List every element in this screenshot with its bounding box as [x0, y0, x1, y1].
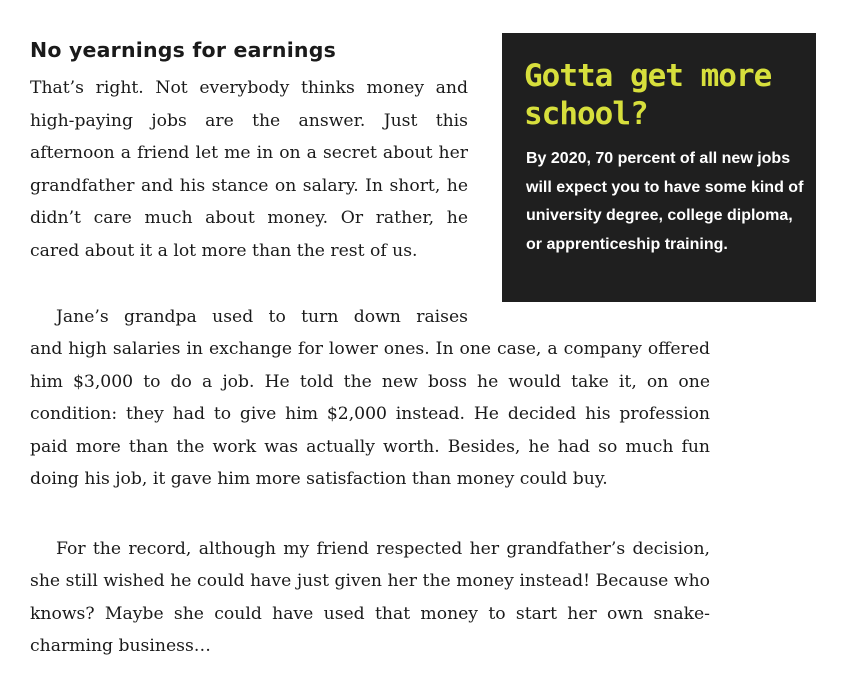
paragraph-2-first-line: Jane’s grandpa used to turn down raises: [56, 307, 468, 327]
paragraph-1: That’s right. Not everybody thinks money and high-paying jobs are the answer. Just this afternoon a friend let me in on a secret about her grandfather and his stance on salary. In short, he didn’t care much about money. Or rather, he cared about it a lot more than the rest of us.: [30, 78, 468, 261]
paragraph-2-body: and high salaries in exchange for lower ones. In one case, a company offered him $3,000 to do a job. He told the new boss he would take it, on one condition: they had to give him $2,000 instead. He decided his profession paid more than the work was actually worth. Besides, he had so much fun doing his job, it gave him more satisfaction than money could buy.: [30, 339, 710, 490]
sidebar-callout-box: [502, 33, 816, 302]
section-heading: No yearnings for earnings: [30, 38, 337, 62]
sidebar-title: Gotta get more school?: [524, 58, 772, 132]
sidebar-body-text: By 2020, 70 percent of all new jobs will expect you to have some kind of university degree, college diploma, or apprenticeship training.: [526, 150, 804, 253]
paragraph-3: For the record, although my friend respected her grandfather’s decision, she still wished he could have just given her the money instead! Because who knows? Maybe she could have used that money to start her own snake-charming business…: [30, 539, 710, 656]
